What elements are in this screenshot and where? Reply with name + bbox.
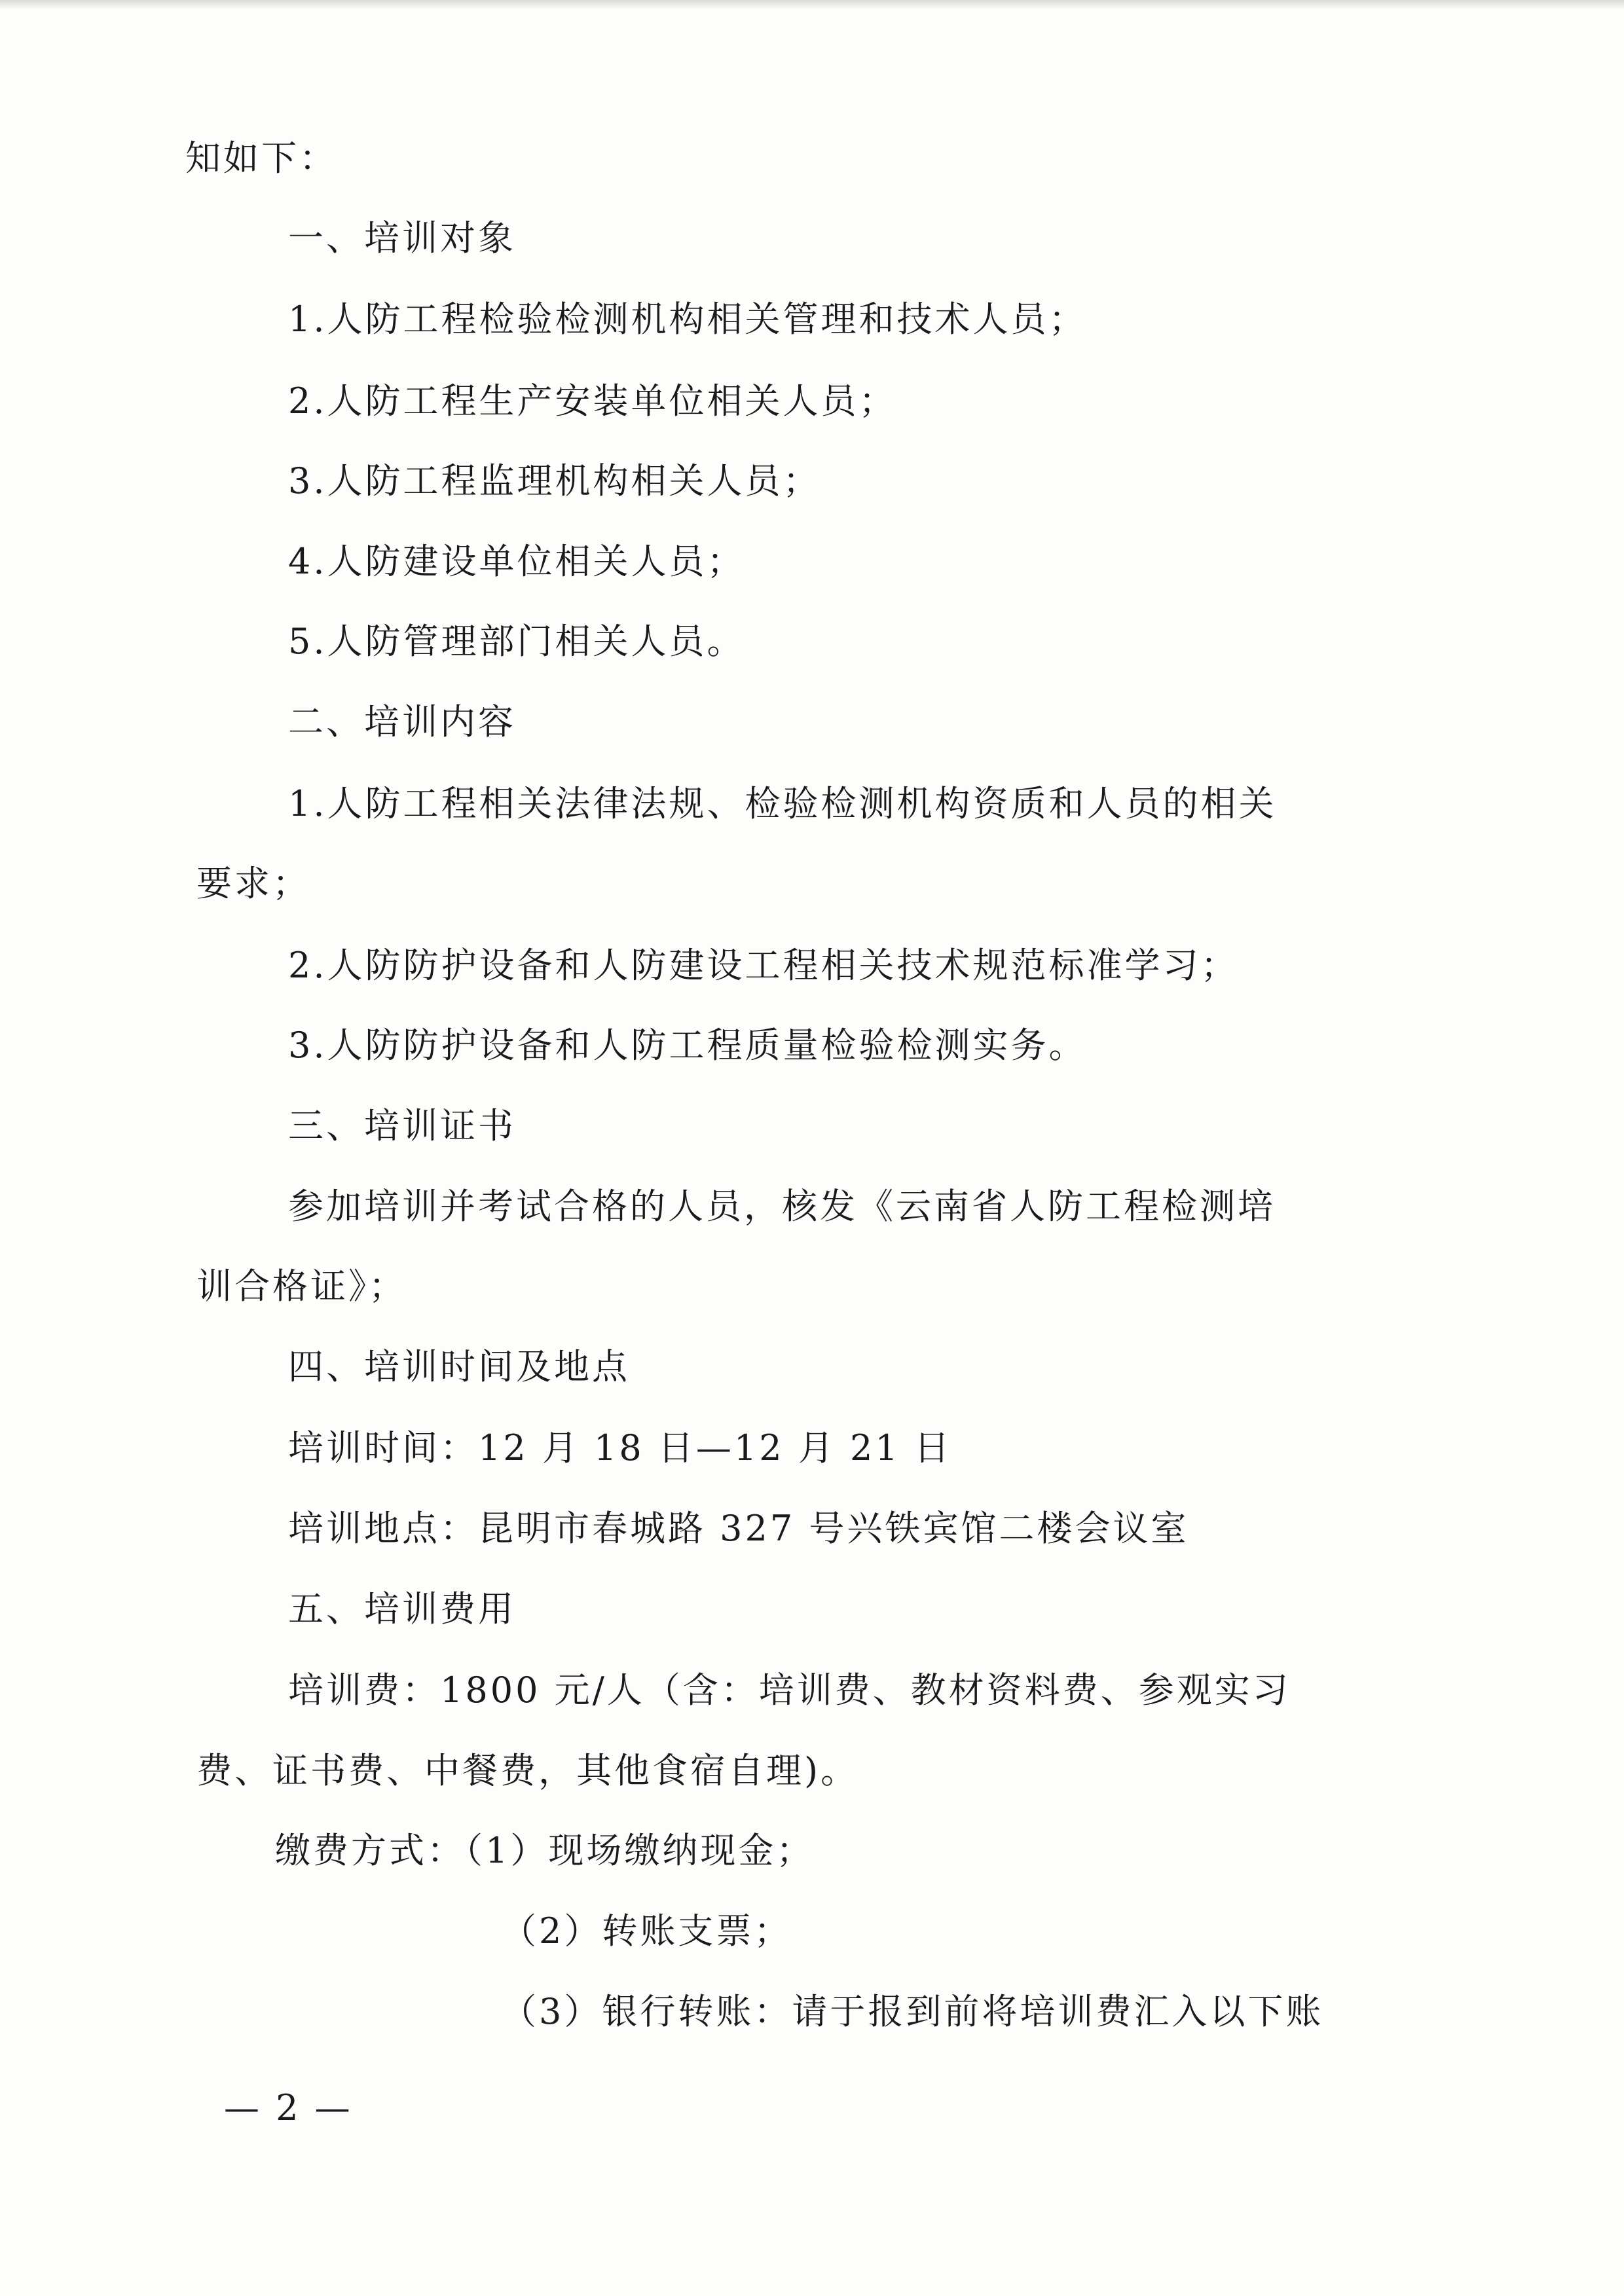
page-number: — 2 — <box>224 2087 353 2128</box>
section-heading-training-targets: 一、培训对象 <box>288 217 516 259</box>
payment-method-option: （2）转账支票； <box>501 1910 792 1952</box>
payment-method: 缴费方式：（1）现场缴纳现金； <box>275 1830 815 1871</box>
paragraph-line: 参加培训并考试合格的人员，核发《云南省人防工程检测培 <box>288 1186 1276 1227</box>
text-line: 知如下： <box>185 137 337 179</box>
list-item: 1.人防工程相关法律法规、检验检测机构资质和人员的相关 <box>288 783 1277 824</box>
list-item: 5.人防管理部门相关人员。 <box>288 621 745 662</box>
section-heading-fees: 五、培训费用 <box>288 1588 516 1630</box>
list-item: 1.人防工程检验检测机构相关管理和技术人员； <box>288 299 1087 340</box>
paragraph-line-continuation: 费、证书费、中餐费，其他食宿自理)。 <box>196 1750 859 1791</box>
list-item-continuation: 要求； <box>196 863 310 904</box>
training-location: 培训地点：昆明市春城路 327 号兴铁宾馆二楼会议室 <box>288 1508 1189 1549</box>
list-item: 2.人防防护设备和人防建设工程相关技术规范标准学习； <box>288 945 1239 986</box>
scan-edge <box>0 0 1624 9</box>
list-item: 4.人防建设单位相关人员； <box>288 541 745 582</box>
section-heading-training-content: 二、培训内容 <box>288 701 516 742</box>
list-item: 2.人防工程生产安装单位相关人员； <box>288 380 897 422</box>
training-time: 培训时间：12 月 18 日—12 月 21 日 <box>288 1427 952 1468</box>
section-heading-time-location: 四、培训时间及地点 <box>288 1346 630 1387</box>
section-heading-certificate: 三、培训证书 <box>288 1105 516 1146</box>
list-item: 3.人防防护设备和人防工程质量检验检测实务。 <box>288 1025 1087 1066</box>
paragraph-line: 培训费：1800 元/人（含：培训费、教材资料费、参观实习 <box>288 1669 1291 1711</box>
paragraph-line-continuation: 训合格证》； <box>196 1266 407 1307</box>
payment-method-option: （3）银行转账：请于报到前将培训费汇入以下账 <box>501 1991 1324 2032</box>
list-item: 3.人防工程监理机构相关人员； <box>288 460 821 501</box>
